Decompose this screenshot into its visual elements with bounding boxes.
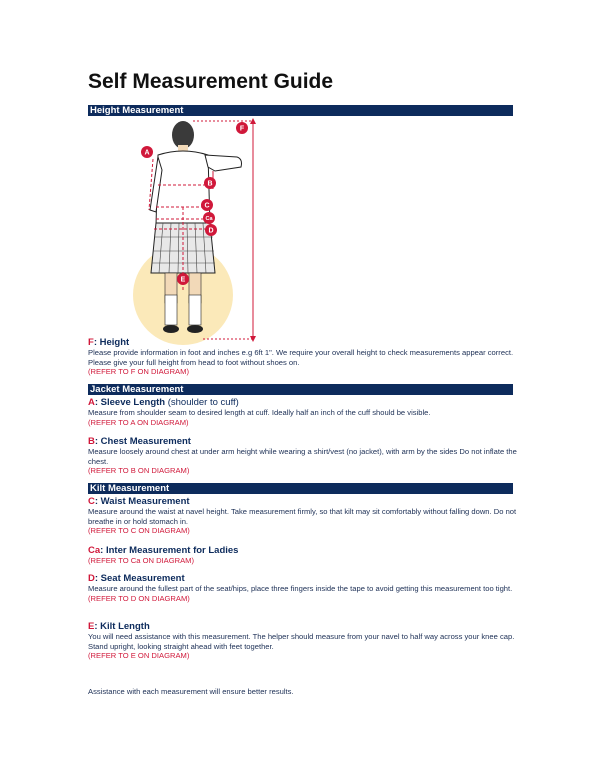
item-inter (88, 545, 518, 566)
item-height-label: : Height (93, 337, 130, 348)
marker-b: B (207, 180, 213, 188)
raised-arm-shape (205, 155, 242, 171)
item-sleeve-ref: (REFER TO A ON DIAGRAM) (88, 417, 189, 427)
right-sock-shape (189, 295, 201, 325)
item-height-letter: F (88, 337, 94, 348)
item-inter-letter: Ca (88, 545, 101, 556)
left-shoe-shape (163, 325, 179, 333)
item-sleeve-letter: A (88, 397, 95, 408)
item-waist-letter: C (88, 496, 95, 507)
item-seat-ref: (REFER TO D ON DIAGRAM) (88, 593, 190, 603)
item-chest (88, 436, 518, 476)
marker-a: A (144, 149, 150, 157)
footer-note: Assistance with each measurement will ensure better results. (88, 687, 294, 696)
item-kilt-length (88, 621, 518, 661)
item-seat-label: : Seat Measurement (94, 573, 185, 584)
item-height (88, 337, 518, 377)
left-sock-shape (165, 295, 177, 325)
marker-ca: Ca (205, 216, 213, 222)
item-sleeve (88, 397, 518, 427)
item-kilt-length-letter: E (88, 621, 95, 632)
item-kilt-length-label: : Kilt Length (94, 621, 150, 632)
marker-e: E (180, 276, 186, 284)
measurement-diagram (125, 115, 270, 345)
item-seat-letter: D (88, 573, 95, 584)
head-shape (172, 121, 194, 149)
item-kilt-length-text: You will need assistance with this measurement. The helper should measure from your navel to half way across your knee cap. Stand upright, looking straight ahead with feet together. (88, 632, 515, 651)
height-section-bar: Height Measurement (88, 105, 513, 116)
item-sleeve-text: Measure from shoulder seam to desired length at cuff. Ideally half an inch of the cuff should be visible. (88, 408, 431, 417)
item-height-text: Please provide information in foot and inches e.g 6ft 1". We require your overall height to check measurements appear correct. Please give your full height from head to foot without shoes on. (88, 348, 514, 367)
jacket-section-bar: Jacket Measurement (88, 384, 513, 395)
item-seat-text: Measure around the fullest part of the seat/hips, place three fingers inside the tape to avoid getting this measurement too tight. (88, 584, 513, 593)
item-chest-text: Measure loosely around chest at under arm height while wearing a shirt/vest (no jacket), with arm by the sides Do not inflate the chest. (88, 447, 517, 466)
marker-c: C (204, 202, 210, 210)
item-waist-text: Measure around the waist at navel height. Take measurement firmly, so that kilt may sit comfortably without falling down. Do not breathe in or hold stomach in. (88, 507, 517, 526)
item-chest-ref: (REFER TO B ON DIAGRAM) (88, 466, 190, 476)
marker-d: D (208, 227, 214, 235)
item-inter-ref: (REFER TO Ca ON DIAGRAM) (88, 556, 195, 565)
item-kilt-length-ref: (REFER TO E ON DIAGRAM) (88, 651, 190, 661)
item-waist-ref: (REFER TO C ON DIAGRAM) (88, 526, 190, 536)
item-sleeve-extra: (shoulder to cuff) (165, 397, 239, 408)
item-chest-letter: B (88, 436, 95, 447)
item-sleeve-label: : Sleeve Length (94, 397, 166, 408)
item-seat (88, 573, 518, 603)
right-shoe-shape (187, 325, 203, 333)
page-title: Self Measurement Guide (88, 70, 334, 93)
item-waist-label: : Waist Measurement (94, 496, 190, 507)
item-chest-label: : Chest Measurement (94, 436, 191, 447)
marker-f: F (239, 125, 245, 133)
kilt-section-bar: Kilt Measurement (88, 483, 513, 494)
item-waist (88, 496, 518, 536)
item-inter-label: : Inter Measurement for Ladies (100, 545, 239, 556)
item-height-ref: (REFER TO F ON DIAGRAM) (88, 367, 189, 377)
